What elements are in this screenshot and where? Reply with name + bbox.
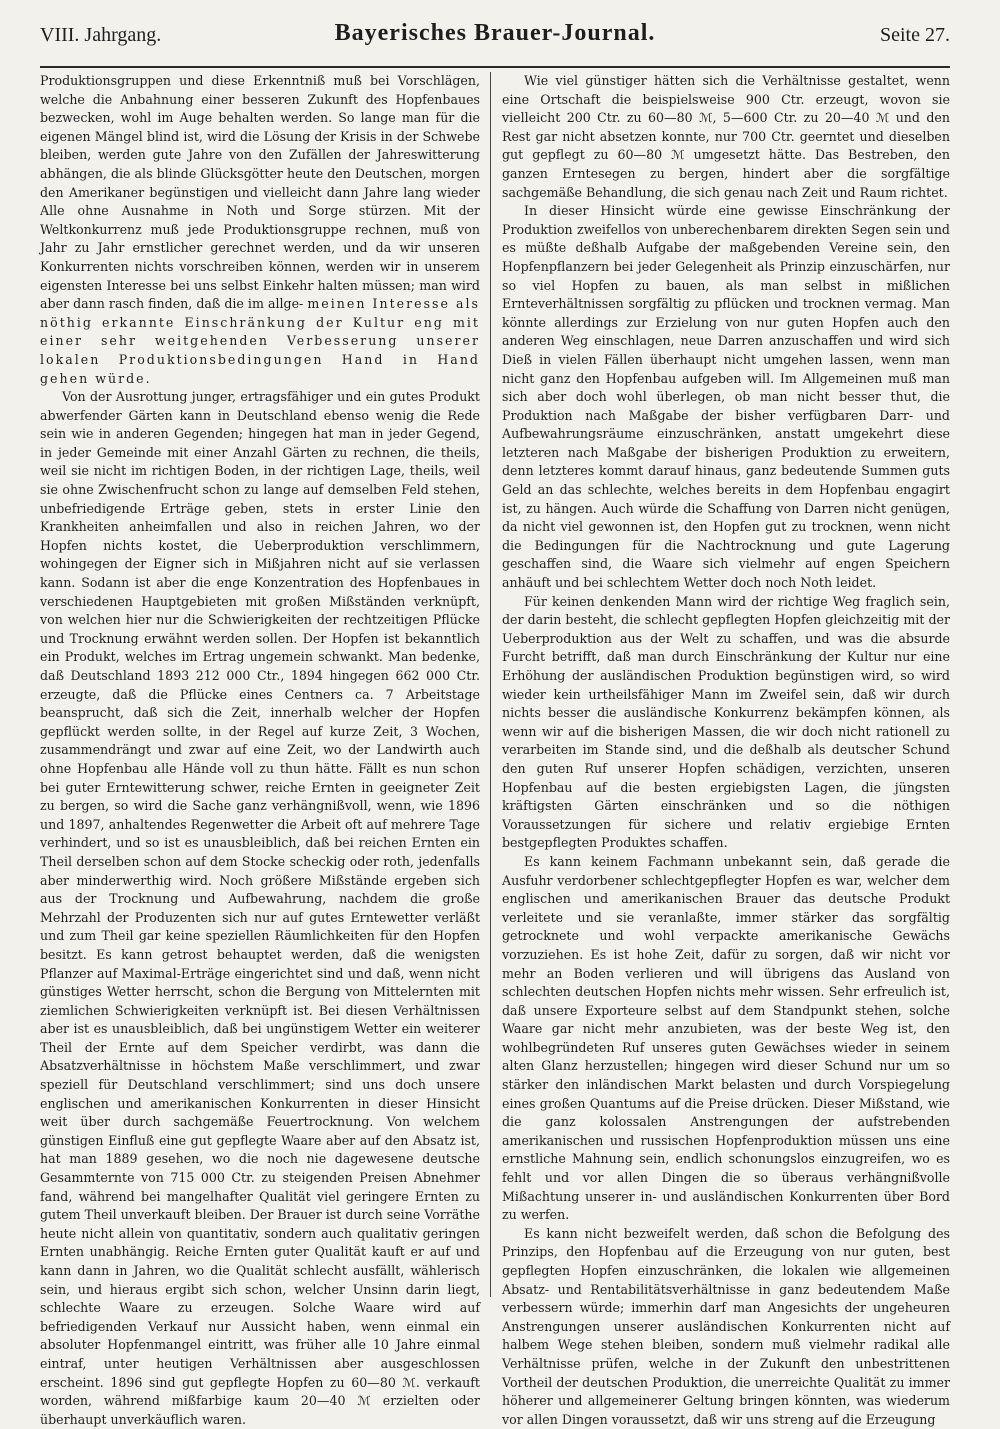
right-paragraph-5: Es kann nicht bezweifelt werden, daß schon die Befolgung des Prinzips, den Hopfenbau auf die Erzeugung von nur guten, best gepflegten Hopfen einzuschränken, die lokalen wie allgemeinen Absatz- und Rentabilitätsverhältnisse in ganz bedeutendem Maße verbessern würde; immerhin darf man Angesichts der ungeheuren Anstrengungen unserer ausländischen Konkurrenten nicht auf halbem Wege stehen bleiben, sondern muß vielmehr radikal alle Verhältnisse prüfen, welche in der Zukunft den unbestrittenen Vortheil der deutschen Produktion, die unerreichte Qualität zu immer höherer und allgemeinerer Geltung bringen könnten, was wiederum vor allen Dingen voraussetzt, daß wir uns streng auf die Erzeugung xyxy=(502,1225,950,1427)
journal-title: Bayerisches Brauer-Journal. xyxy=(334,20,656,46)
right-paragraph-2: In dieser Hinsicht würde eine gewisse Einschränkung der Produktion zweifellos von unberechenbarem direkten Segen sein und es müßte deßhalb Aufgabe der maßgebenden Vereine sein, den Hopfenpflanzern bei jeder Gelegenheit als Prinzip einzuschärfen, nur so viel Hopfen zu bauen, als man selbst in mißlichen Ernteverhältnissen sorgfältig zu pflücken und trocknen vermag. Man könnte allerdings zur Erzielung von nur guten Hopfen auch den anderen Weg einschlagen, neue Darren anzuschaffen und wird sich Dieß in vielen Fällen überhaupt nicht umgehen lassen, wenn man nicht ganz den Hopfenbau aufgeben will. Im Allgemeinen muß man sich aber doch wohl überlegen, ob man nicht besser thut, die Produktion nach Maßgabe der bisher verfügbaren Darr- und Aufbewahrungsräume einzuschränken, anstatt umgekehrt diese letzteren nach Maßgabe der bisherigen Produktion zu erweitern, denn letzteres kommt darauf hinaus, ganz bedeutende Summen guts Geld an das schlechte, welches bereits in dem Hopfenbau engagirt ist, zu hängen. Auch würde die Schaffung von Darren nicht genügen, da nicht viel gewonnen ist, den Hopfen gut zu trocknen, wenn nicht die Bedingungen für die Nachtrocknung und gute Lagerung geschaffen sind, die Waare sich vielmehr auf engen Speichern anhäuft und bei schlechtem Wetter doch noch Noth leidet. xyxy=(502,203,950,591)
left-paragraph-2: Von der Ausrottung junger, ertragsfähiger und ein gutes Produkt abwerfender Gärten kann in Deutschland ebenso wenig die Rede sein wie in anderen Gegenden; hingegen hat man in jeder Gegend, in jeder Gemeinde mit einer Anzahl Gärten zu rechnen, die theils, weil sie nicht im richtigen Boden, in der richtigen Lage, theils, weil sie ohne Zwischenfrucht schon zu lange auf demselben Feld stehen, unbefriedigende Erträge geben, stets in erster Linie den Krankheiten anheimfallen und also in reichen Jahren, wo der Hopfen nichts kostet, die Ueberproduktion verschlimmern, wohingegen der Eigner sich in Mißjahren nicht auf sie verlassen kann. Sodann ist aber die enge Konzentration des Hopfenbaues in verschiedenen Hauptgebieten mit großen Mißständen verknüpft, von welchen hier nur die Schwierigkeiten der rechtzeitigen Pflücke und Trocknung erwähnt werden sollen. Der Hopfen ist bekanntlich ein Produkt, welches im Ertrag ungemein schwankt. Man bedenke, daß Deutschland 1893 212 000 Ctr., 1894 hingegen 662 000 Ctr. erzeugte, daß die Pflücke eines Centners ca. 7 Arbeitstage beansprucht, daß sich die Zeit, innerhalb welcher der Hopfen gepflückt werden sollte, in der Regel auf kurze Zeit, 3 Wochen, zusammendrängt und zwar auf eine Zeit, wo der Landwirth auch ohne Hopfenbau alle Hände voll zu thun hätte. Fällt es nun schon bei guter Erntewitterung schwer, reiche Ernten in geeigneter Zeit zu bergen, so wird die Sache ganz verhängnißvoll, wenn, wie 1896 und 1897, anhaltendes Regenwetter die Arbeit oft auf mehrere Tage verhindert, und so ist es unausbleiblich, daß bei reichen Ernten ein Theil derselben schon auf dem Stocke scheckig oder roth, jedenfalls aber minderwerthig wird. Noch größere Mißstände ergeben sich aus der Trocknung und Aufbewahrung, nachdem die große Mehrzahl der Produzenten sich nur auf gutes Erntewetter verläßt und zum Theil gar keine speziellen Räumlichkeiten für den Hopfen besitzt. Es kann getrost behauptet werden, daß die wenigsten Pflanzer auf Maximal-Erträge eingerichtet sind und daß, wenn nicht günstiges Wetter herrscht, schon die Bergung von Mittelernten mit ziemlichen Schwierigkeiten verknüpft ist. Bei diesen Verhältnissen aber ist es unausbleiblich, daß bei ungünstigem Wetter ein weiterer Theil der Ernte auf dem Speicher verdirbt, was dann die Absatzverhältnisse in höchstem Maße verschlimmert, und zwar speziell für Deutschland verschlimmert; sind uns doch unsere englischen und amerikanischen Konkurrenten in dieser Hinsicht weit über durch sachgemäße Feuertrocknung. Von welchem günstigen Einfluß eine gut gepflegte Waare aber auf den Absatz ist, hat man 1889 gesehen, wo die noch nie dagewesene deutsche Gesammternte von 715 000 Ctr. zu steigenden Preisen Abnehmer fand, während bei mangelhafter Qualität viel geringere Ernten zu gutem Theil unverkauft bleiben. Der Brauer ist durch seine Vorräthe heute nicht allein von quantitativ, sondern auch qualitativ geringen Ernten unabhängig. Reiche Ernten guter Qualität kauft er auf und kann dann in Jahren, wo die Qualität schlecht ausfällt, wählerisch sein, und hieraus ergibt sich schon, welcher Unsinn darin liegt, schlechte Waare zu erzeugen. Solche Waare wird auf befriedigenden Verkauf nur Aussicht haben, wenn einmal ein absoluter Hopfenmangel eintritt, was früher alle 10 Jahre einmal eintraf, unter heutigen Verhältnissen aber ausgeschlossen erscheint. 1896 sind gut gepflegte Hopfen zu 60—80 ℳ. verkauft worden, während mißfarbige kaum 20—40 ℳ erzielten oder überhaupt unverkäuflich waren. xyxy=(40,389,480,1427)
right-paragraph-3: Für keinen denkenden Mann wird der richtige Weg fraglich sein, der darin besteht, die schlecht gepflegten Hopfen gleichzeitig mit der Ueberproduktion aus der Welt zu schaffen, und was die absurde Furcht betrifft, daß man durch Einschränkung der Kultur nur eine Erhöhung der ausländischen Produktion begünstigen wird, so wird wieder kein urtheilsfähiger Mann im Zweifel sein, daß wir durch nichts besser die ausländische Konkurrenz bekämpfen können, als wenn wir auf die bisherigen Massen, die wir doch nicht rationell zu verarbeiten im Stande sind, und die deßhalb als deutscher Schund den guten Ruf unserer Hopfen schädigen, verzichten, unseren Hopfenbau auf die besten ergiebigsten Lagen, die jüngsten kräftigsten Gärten einschränken und so die nöthigen Voraussetzungen für sichere und relativ ergiebige Ernten bestgepflegten Produktes schaffen. xyxy=(502,593,950,851)
header-rule xyxy=(40,66,950,68)
column-divider xyxy=(490,72,491,1297)
right-paragraph-1: Wie viel günstiger hätten sich die Verhältnisse gestaltet, wenn eine Ortschaft die beispielsweise 900 Ctr. erzeugt, wovon sie vielleicht 200 Ctr. zu 60—80 ℳ, 5—600 Ctr. zu 20—40 ℳ und den Rest gar nicht absetzen konnte, nur 700 Ctr. geerntet und dieselben gut gepflegt zu 60—80 ℳ umgesetzt hätte. Das Bestreben, den ganzen Erntesegen zu bergen, hindert aber die sorgfältige sachgemäße Behandlung, die sich genau nach Zeit und Raum richtet. xyxy=(502,73,950,200)
page-number: Seite 27. xyxy=(880,24,950,46)
left-paragraph-1 xyxy=(40,72,480,388)
left-paragraph-1-text: Produktionsgruppen und diese Erkenntniß muß bei Vorschlägen, welche die Anbahnung einer besseren Zukunft des Hopfenbaues bezwecken, wohl im Auge behalten werden. So lange man für die eigenen Mängel blind ist, wird die Lösung der Krisis in der Schwebe bleiben, werden gute Jahre von den Zufällen der Jahreswitterung abhängen, die als blinde Glücksgötter heute den Deutschen, morgen den Amerikaner begünstigen und vielleicht dann Jahre lang wieder Alle ohne Ausnahme in Noth und Sorge stürzen. Mit der Weltkonkurrenz muß jede Produktionsgruppe rechnen, muß von Jahr zu Jahr ernstlicher gerechnet werden, und da wir unseren Konkurrenten nichts vorschreiben können, werden wir in unserem eigensten Interesse bei uns selbst Einkehr halten müssen; man wird aber dann rasch finden, daß die im allge- xyxy=(40,73,480,312)
right-paragraph-4: Es kann keinem Fachmann unbekannt sein, daß gerade die Ausfuhr verdorbener schlechtgepflegter Hopfen es war, welcher dem englischen und amerikanischen Brauer das deutsche Produkt verleitete und sie veranlaßte, immer stärker das sorgfältig getrocknete und wohl verpackte amerikanische Gewächs vorzuziehen. Es ist hohe Zeit, dafür zu sorgen, daß wir nicht vor mehr an Boden verlieren und will übrigens das Ausland von schlechten deutschen Hopfen nichts mehr wissen. Sehr erfreulich ist, daß unsere Exporteure selbst auf dem Standpunkt stehen, solche Waare gar nicht mehr anzubieten, was der beste Weg ist, den wohlbegründeten Ruf unseres guten Gewächses wieder in seinem alten Glanz herzustellen; hingegen wird dieser Schund nur um so stärker den inländischen Markt belasten und durch Vorspiegelung eines großen Quantums auf die Preise drücken. Dieser Mißstand, wie die ganz kolossalen Anstrengungen der aufstrebenden amerikanischen und russischen Hopfenproduktion müssen uns eine ernstliche Mahnung sein, endlich schonungslos einzugreifen, wo es fehlt und vor allen Dingen die so überaus verhängnißvolle Mißachtung unserer in- und ausländischen Konkurrenten über Bord zu werfen. xyxy=(502,853,950,1223)
volume-label: VIII. Jahrgang. xyxy=(40,24,162,46)
page-header xyxy=(40,14,950,54)
left-paragraph-1-spaced-text: meinen Interesse als nöthig erkannte Einschränkung der Kultur eng mit einer sehr weitgehenden Verbesserung unserer lokalen Produktionsbedingungen Hand in Hand gehen würde. xyxy=(40,296,481,386)
left-column xyxy=(40,72,481,1427)
right-column xyxy=(502,72,950,1427)
